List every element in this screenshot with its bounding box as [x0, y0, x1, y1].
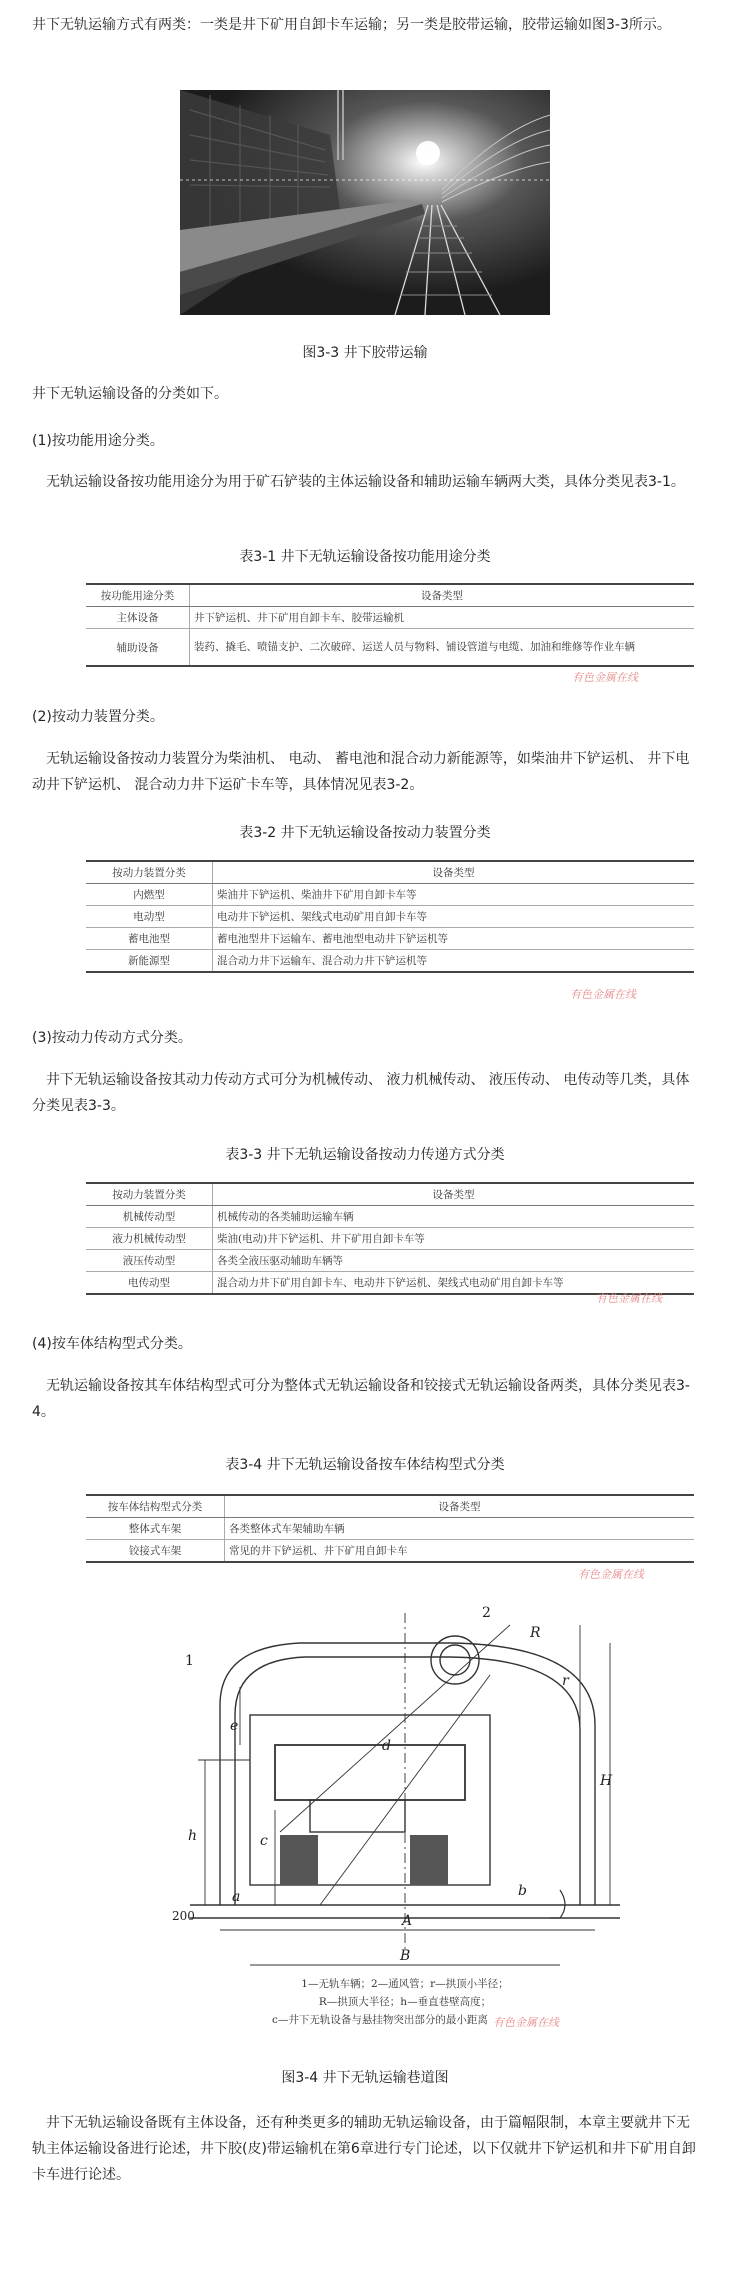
section-4-text: 无轨运输设备按其车体结构型式可分为整体式无轨运输设备和铰接式无轨运输设备两类，具体分类见表3-4。	[32, 1378, 690, 1420]
table-row	[86, 1540, 694, 1563]
table-cell: 新能源型	[86, 950, 213, 973]
section-2-text: 无轨运输设备按动力装置分为柴油机、 电动、 蓄电池和混合动力新能源等，如柴油井下铲运机、 井下电动井下铲运机、 混合动力井下运矿卡车等，具体情况见表3-2。	[32, 751, 690, 793]
table-3-1-title: 表3-1 井下无轨运输设备按功能用途分类	[239, 549, 491, 565]
section-1-heading: (1)按功能用途分类。	[32, 433, 164, 449]
table-3-1	[86, 583, 694, 667]
closing-paragraph: 井下无轨运输设备既有主体设备，还有种类更多的辅助无轨运输设备，由于篇幅限制，本章主要就井下无轨主体运输设备进行论述，井下胶(皮)带运输机在第6章进行专门论述，以下仅就井下铲运机和井下矿用自卸卡车进行论述。	[32, 2115, 696, 2183]
table-cell: 电动井下铲运机、架线式电动矿用自卸卡车等	[213, 906, 695, 928]
table-cell: 井下铲运机、井下矿用自卸卡车、胶带运输机	[190, 607, 695, 629]
watermark-text: 有色金属在线	[596, 1292, 662, 1305]
label-b: b	[518, 1883, 527, 1899]
label-B: B	[400, 1948, 411, 1964]
section-1-text: 无轨运输设备按功能用途分为用于矿石铲装的主体运输设备和辅助运输车辆两大类，具体分类见表3-1。	[46, 474, 685, 490]
section-2-heading: (2)按动力装置分类。	[32, 709, 164, 725]
column-header: 按功能用途分类	[86, 584, 190, 607]
figure-3-4-caption: 图3-4 井下无轨运输巷道图	[281, 2070, 449, 2086]
section-3-heading: (3)按动力传动方式分类。	[32, 1030, 192, 1046]
table-cell: 柴油(电动)井下铲运机、井下矿用自卸卡车等	[213, 1228, 695, 1250]
table-3-3	[86, 1182, 694, 1295]
watermark-text: 有色金属在线	[572, 671, 638, 684]
table-3-4	[86, 1494, 694, 1563]
table-cell: 混合动力井下矿用自卸卡车、电动井下铲运机、架线式电动矿用自卸卡车等	[213, 1272, 695, 1295]
table-row	[86, 629, 694, 667]
section-4-heading: (4)按车体结构型式分类。	[32, 1336, 192, 1352]
section-3-text: 井下无轨运输设备按其动力传动方式可分为机械传动、 液力机械传动、 液压传动、 电传动等几类，具体分类见表3-3。	[32, 1072, 690, 1114]
table-cell: 各类整体式车架辅助车辆	[225, 1518, 695, 1540]
label-R: R	[530, 1625, 541, 1641]
figure-legend-line: c—井下无轨设备与悬挂物突出部分的最小距离	[272, 2014, 488, 2026]
watermark-text: 有色金属在线	[570, 988, 636, 1001]
table-cell: 电传动型	[86, 1272, 213, 1295]
table-cell: 液压传动型	[86, 1250, 213, 1272]
label-2: 2	[482, 1605, 491, 1621]
table-cell: 整体式车架	[86, 1518, 225, 1540]
label-d: d	[382, 1738, 391, 1754]
tunnel-wall-outline	[220, 1643, 595, 1905]
belt-conveyor-photo	[180, 90, 550, 315]
table-row	[86, 928, 694, 950]
table-header-row	[86, 584, 694, 607]
label-c: c	[260, 1833, 268, 1849]
table-row	[86, 1206, 694, 1228]
column-header: 按车体结构型式分类	[86, 1495, 225, 1518]
tunnel-scene-image	[180, 90, 550, 315]
classify-intro: 井下无轨运输设备的分类如下。	[32, 386, 228, 402]
table-cell: 电动型	[86, 906, 213, 928]
label-200: 200	[172, 1909, 195, 1923]
table-row	[86, 906, 694, 928]
table-header-row	[86, 1183, 694, 1206]
figure-legend-line: R—拱顶大半径；h—垂直巷壁高度；	[318, 1996, 492, 2008]
label-h: h	[188, 1828, 198, 1844]
label-H: H	[600, 1773, 613, 1789]
table-cell: 混合动力井下运输车、混合动力井下铲运机等	[213, 950, 695, 973]
table-cell: 蓄电池型井下运输车、蓄电池型电动井下铲运机等	[213, 928, 695, 950]
table-row	[86, 1518, 694, 1540]
table-row	[86, 1228, 694, 1250]
label-a: a	[232, 1889, 241, 1905]
watermark-text: 有色金属在线	[578, 1568, 644, 1581]
intro-paragraph: 井下无轨运输方式有两类：一类是井下矿用自卸卡车运输；另一类是胶带运输，胶带运输如图3-3所示。	[32, 17, 671, 33]
table-3-3-title: 表3-3 井下无轨运输设备按动力传递方式分类	[225, 1147, 505, 1163]
label-r: r	[562, 1673, 569, 1689]
table-cell: 机械传动型	[86, 1206, 213, 1228]
table-3-2-title: 表3-2 井下无轨运输设备按动力装置分类	[239, 825, 491, 841]
table-cell: 主体设备	[86, 607, 190, 629]
watermark-text: 有色金属在线	[493, 2016, 559, 2029]
table-cell: 装药、撬毛、喷锚支护、二次破碎、运送人员与物料、铺设管道与电缆、加油和维修等作业车辆	[190, 629, 695, 667]
column-header: 设备类型	[213, 861, 695, 884]
table-cell: 各类全液压驱动辅助车辆等	[213, 1250, 695, 1272]
table-row	[86, 884, 694, 906]
table-row	[86, 1250, 694, 1272]
table-row	[86, 950, 694, 973]
table-header-row	[86, 861, 694, 884]
table-cell: 辅助设备	[86, 629, 190, 667]
table-cell: 机械传动的各类辅助运输车辆	[213, 1206, 695, 1228]
table-cell: 液力机械传动型	[86, 1228, 213, 1250]
wheel-right	[410, 1835, 448, 1885]
table-3-4-title: 表3-4 井下无轨运输设备按车体结构型式分类	[225, 1457, 505, 1473]
column-header: 按动力装置分类	[86, 1183, 213, 1206]
table-cell: 柴油井下铲运机、柴油井下矿用自卸卡车等	[213, 884, 695, 906]
table-row	[86, 607, 694, 629]
figure-legend-line: 1—无轨车辆；2—通风管；r—拱顶小半径；	[301, 1978, 509, 1990]
column-header: 设备类型	[190, 584, 695, 607]
tunnel-cross-section-diagram	[150, 1605, 620, 2035]
wheel-left	[280, 1835, 318, 1885]
column-header: 设备类型	[213, 1183, 695, 1206]
figure-3-3-caption: 图3-3 井下胶带运输	[302, 345, 428, 361]
column-header: 设备类型	[225, 1495, 695, 1518]
table-cell: 常见的井下铲运机、井下矿用自卸卡车	[225, 1540, 695, 1563]
label-1: 1	[185, 1653, 194, 1669]
table-cell: 内燃型	[86, 884, 213, 906]
table-cell: 蓄电池型	[86, 928, 213, 950]
label-e: e	[230, 1718, 239, 1734]
column-header: 按动力装置分类	[86, 861, 213, 884]
label-A: A	[402, 1913, 413, 1929]
table-cell: 铰接式车架	[86, 1540, 225, 1563]
table-header-row	[86, 1495, 694, 1518]
table-3-2	[86, 860, 694, 973]
